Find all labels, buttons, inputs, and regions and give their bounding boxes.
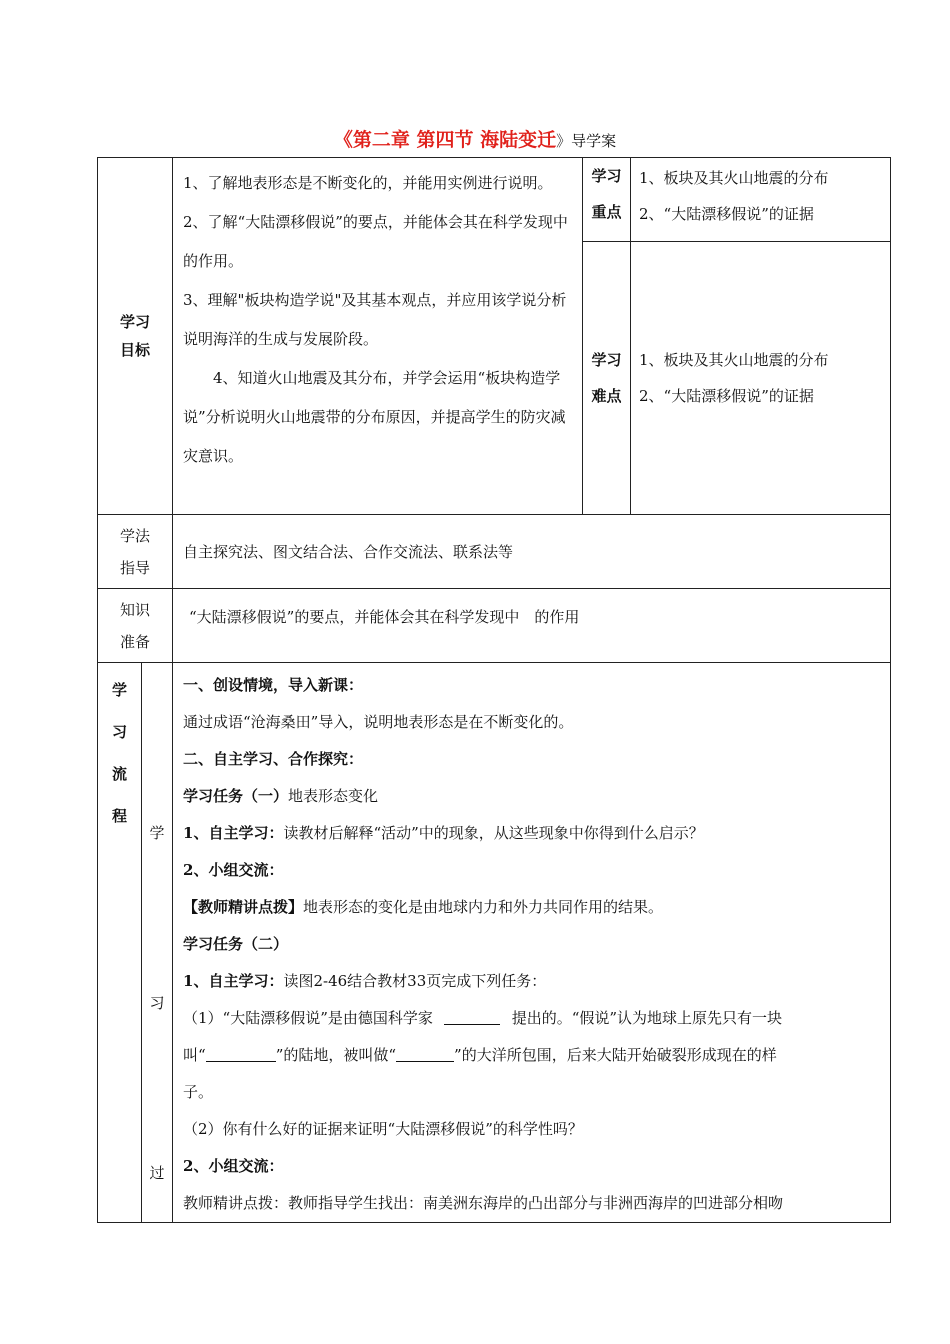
- teacher-text: 地表形态的变化是由地球内力和外力共同作用的结果。: [303, 898, 664, 916]
- knowledge-text: “大陆漂移假说”的要点，并能体会其在科学发现中 的作用: [173, 589, 891, 663]
- method-label: 学法 指导: [98, 515, 173, 589]
- teacher-text: 教师精讲点拨：教师指导学生找出：南美洲东海岸的凸出部分与非洲西海岸的凹进部分相吻: [183, 1194, 784, 1212]
- key-point-item: 1、板块及其火山地震的分布: [639, 169, 829, 187]
- fill-blank-scientist[interactable]: [444, 1008, 500, 1025]
- flow-content: 一、创设情境，导入新课： 通过成语“沧海桑田”导入，说明地表形态是在不断变化的。 二、自主学习、合作探究： 学习任务（一）地表形态变化 1、自主学习：读教材后解释“活动”中的现象，从这些现象中你得到什么启示？ 2、小组交流： 【教师精讲点拨】地表形态的变化是由地球内力和外力共同作用的结果。 学习任务（二） 1、自主学习：读图2-46结合教材33页完成下列任务： （1）“大陆漂移假说”是由德国科学家 提出的。“假说”认为地球上原先只有一块 叫“ ”的陆地，被叫做“ ”的大洋所包围，后来大陆开始破裂形成现在的样 子。 （2）你有什么好的证据来证明“大陆漂移假说”的科学性吗？ 2、小组交流： 教师精讲点拨：教师指导学生找出：南美洲东海岸的凸出部分与非洲西海岸的凹进部分相吻: [173, 663, 891, 1223]
- question-1-cont: 叫“ ”的陆地，被叫做“ ”的大洋所包围，后来大陆开始破裂形成现在的样: [183, 1046, 777, 1064]
- question-2: （2）你有什么好的证据来证明“大陆漂移假说”的科学性吗？: [183, 1120, 583, 1138]
- document-title: [0, 127, 950, 154]
- fill-blank-landmass[interactable]: [206, 1045, 276, 1062]
- difficult-point-item: 2、“大陆漂移假说”的证据: [639, 387, 814, 405]
- key-points-label: 学习 重点: [583, 158, 631, 242]
- section-heading: 一、创设情境，导入新课：: [183, 676, 364, 694]
- goals-label: 学习 目标: [98, 158, 173, 515]
- step-label: 2、小组交流：: [183, 861, 284, 879]
- title-suffix: 》导学案: [556, 132, 617, 150]
- difficult-points-label: 学习 难点: [583, 242, 631, 515]
- method-text: 自主探究法、图文结合法、合作交流法、联系法等: [173, 515, 891, 589]
- step-label: 2、小组交流：: [183, 1157, 284, 1175]
- teacher-label: 【教师精讲点拨】: [183, 898, 304, 916]
- goal-item: 4、知道火山地震及其分布，并学会运用“板块构造学说”分析说明火山地震带的分布原因，并提高学生的防灾减灾意识。: [183, 369, 566, 465]
- fill-blank-ocean[interactable]: [396, 1045, 454, 1062]
- step-text: 读图2-46结合教材33页完成下列任务：: [283, 972, 547, 990]
- step-label: 1、自主学习：: [183, 824, 284, 842]
- knowledge-label: 知识 准备: [98, 589, 173, 663]
- step-label: 1、自主学习：: [183, 972, 284, 990]
- section-heading: 二、自主学习、合作探究：: [183, 750, 364, 768]
- section-text: 通过成语“沧海桑田”导入，说明地表形态是在不断变化的。: [183, 713, 574, 731]
- key-points-content: [631, 158, 891, 242]
- goal-item: 3、理解"板块构造学说"及其基本观点，并应用该学说分析说明海洋的生成与发展阶段。: [183, 291, 567, 348]
- title-main: 《第二章 第四节 海陆变迁: [333, 129, 557, 151]
- study-guide-table: [97, 157, 891, 1223]
- difficult-points-content: [631, 242, 891, 515]
- question-1: （1）“大陆漂移假说”是由德国科学家 提出的。“假说”认为地球上原先只有一块: [183, 1009, 783, 1027]
- task-label: 学习任务（二）: [183, 935, 289, 953]
- difficult-point-item: 1、板块及其火山地震的分布: [639, 351, 829, 369]
- key-point-item: 2、“大陆漂移假说”的证据: [639, 205, 814, 223]
- goals-content: [173, 158, 583, 515]
- flow-label: 学 习 流 程: [98, 663, 142, 1223]
- goal-item: 2、了解“大陆漂移假说”的要点，并能体会其在科学发现中 的作用。: [183, 213, 583, 270]
- task-label: 学习任务（一）: [183, 787, 289, 805]
- flow-sub-label: 学 习 过: [142, 663, 173, 1223]
- step-text: 读教材后解释“活动”中的现象，从这些现象中你得到什么启示？: [283, 824, 704, 842]
- task-title: 地表形态变化: [288, 787, 379, 805]
- goal-item: 1、了解地表形态是不断变化的，并能用实例进行说明。: [183, 174, 553, 192]
